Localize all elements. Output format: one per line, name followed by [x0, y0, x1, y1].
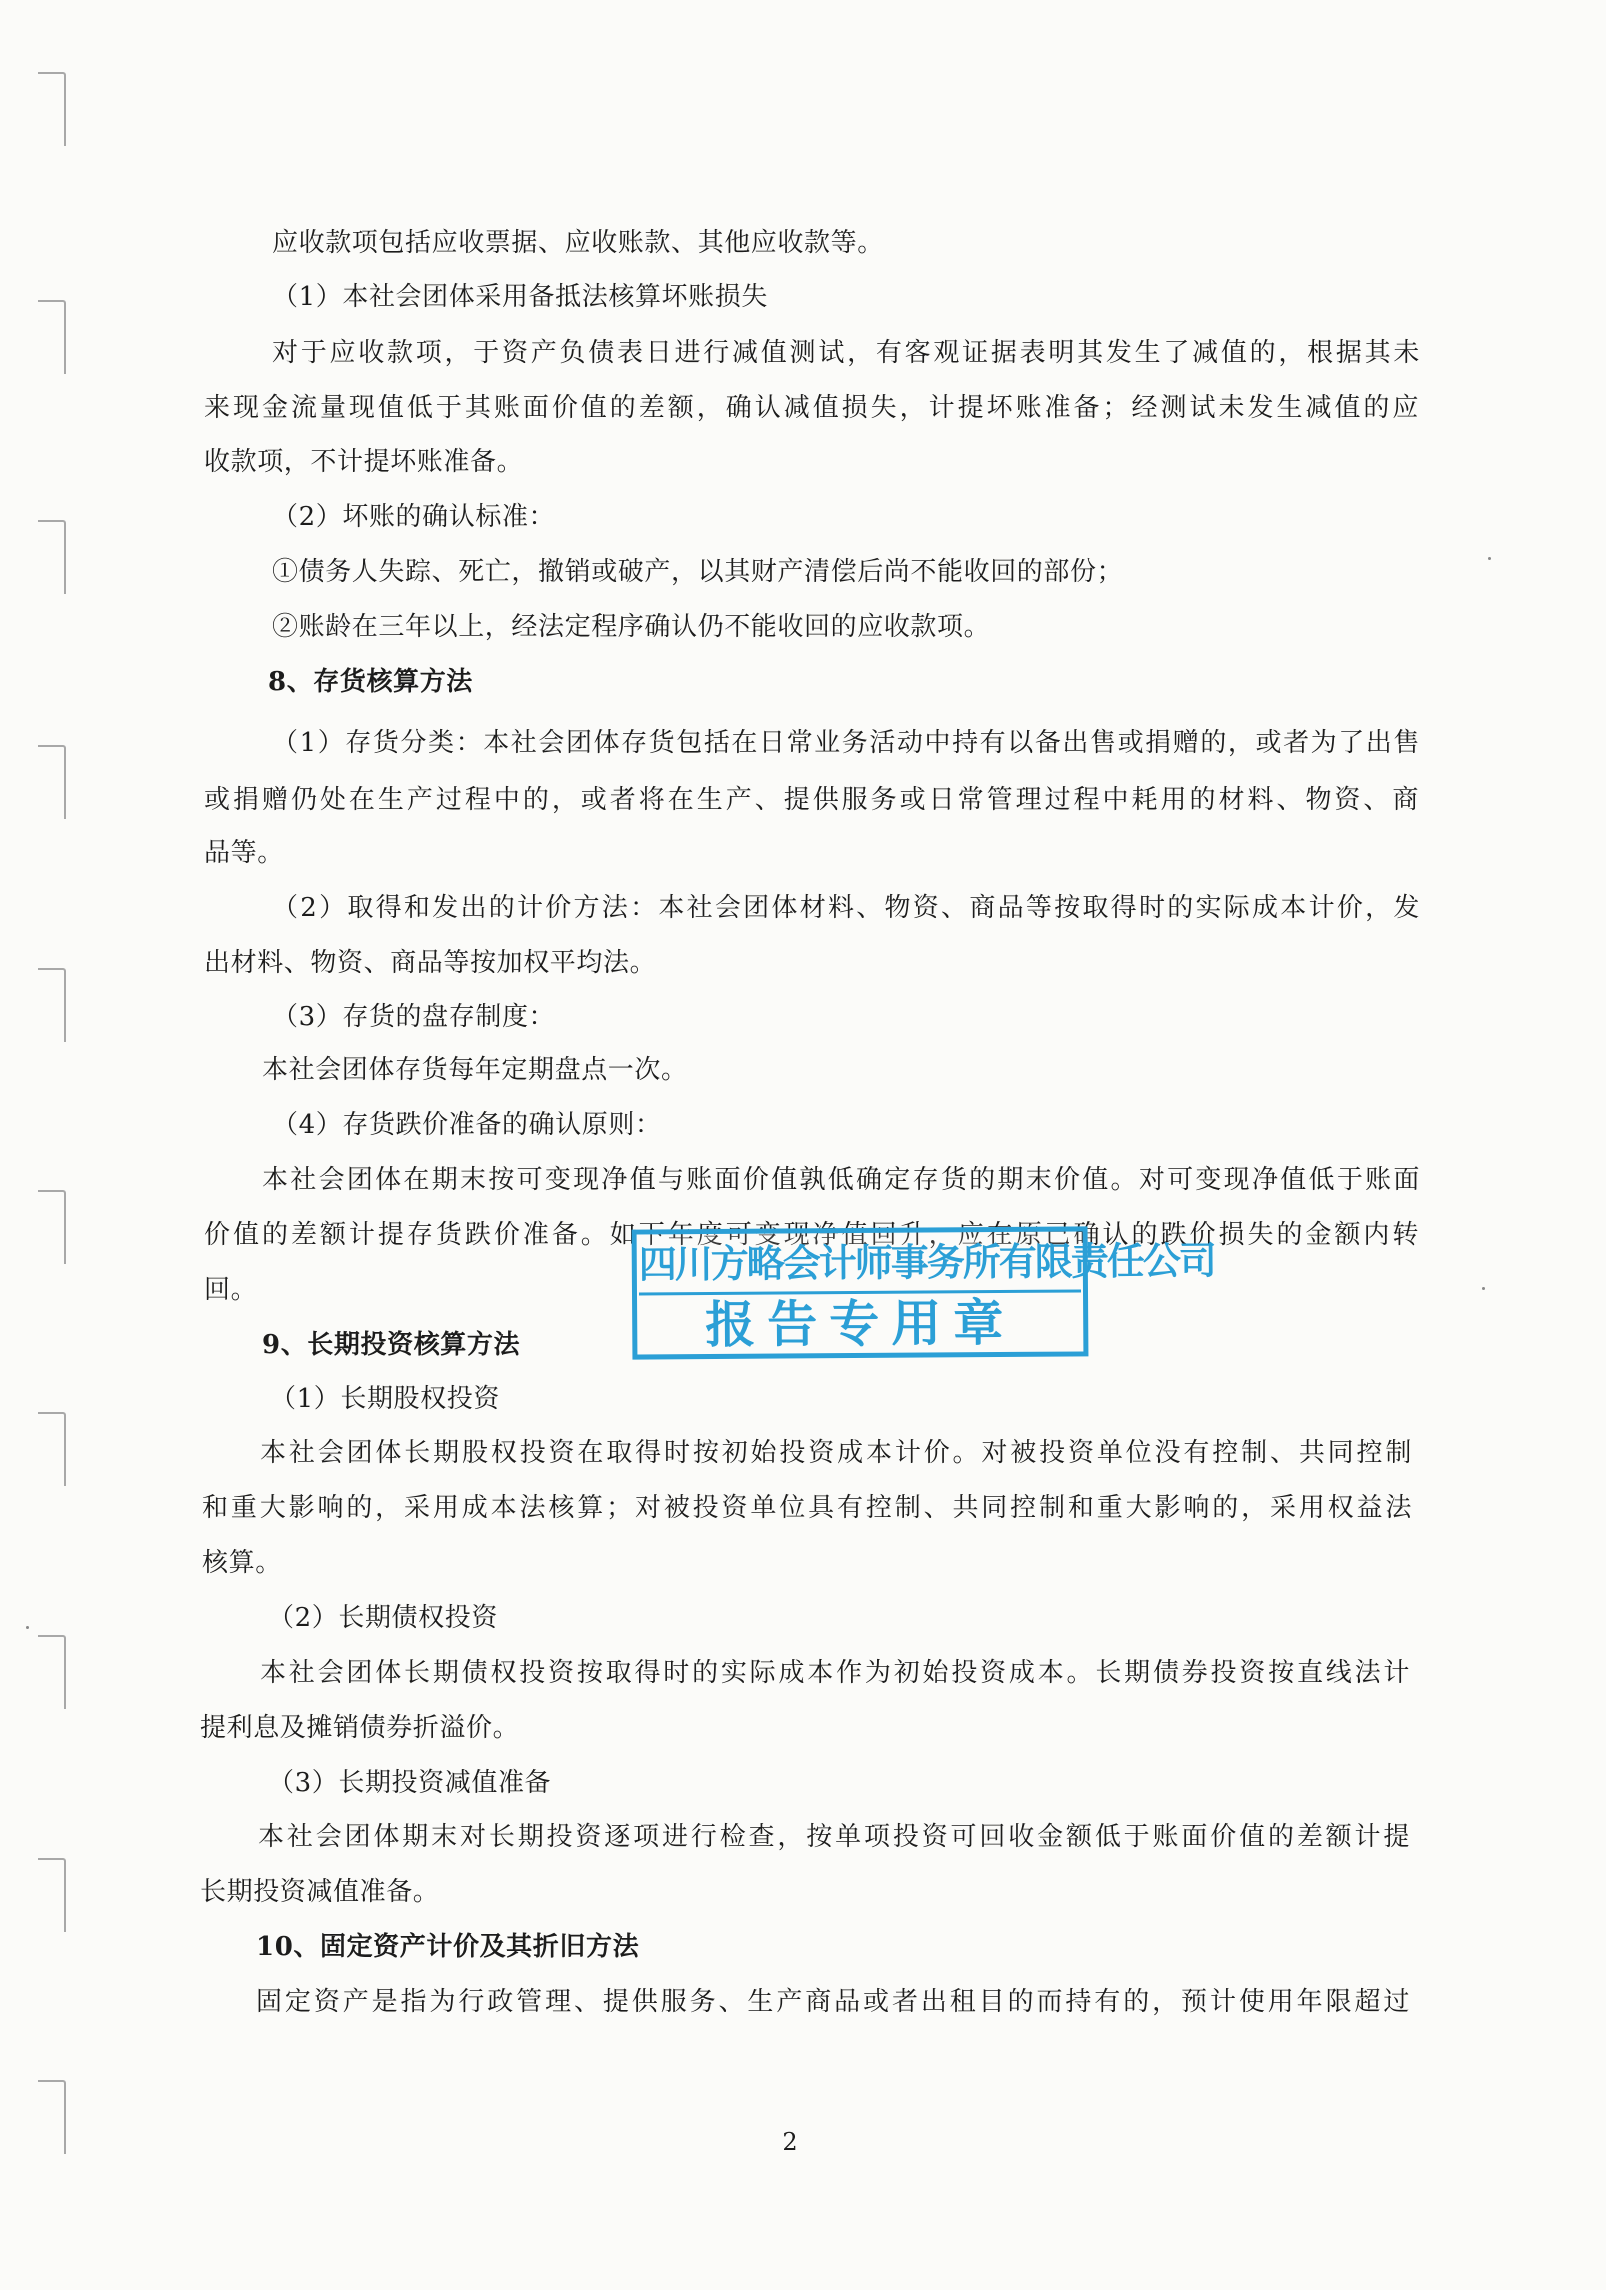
section-heading: 10、固定资产计价及其折旧方法: [256, 1932, 640, 1962]
text-line: 和重大影响的，采用成本法核算；对被投资单位具有控制、共同控制和重大影响的，采用权益法: [202, 1493, 1412, 1523]
section-heading: 9、长期投资核算方法: [262, 1330, 521, 1360]
text-line: 回。: [204, 1275, 258, 1305]
text-line: （2）取得和发出的计价方法：本社会团体材料、物资、商品等按取得时的实际成本计价，发: [272, 893, 1420, 923]
text-line: （4）存货跌价准备的确认原则：: [272, 1110, 662, 1140]
company-stamp: [632, 1226, 1215, 1359]
text-line: 提利息及摊销债券折溢价。: [200, 1713, 520, 1743]
binder-mark: [38, 2080, 66, 2154]
binder-mark: [38, 1412, 66, 1486]
text-line: 对于应收款项，于资产负债表日进行减值测试，有客观证据表明其发生了减值的，根据其未: [272, 338, 1420, 368]
text-line: （1）本社会团体采用备抵法核算坏账损失: [272, 282, 768, 312]
text-line: （1）存货分类：本社会团体存货包括在日常业务活动中持有以备出售或捐赠的，或者为了出售: [272, 728, 1420, 758]
binder-mark: [38, 1858, 66, 1932]
text-line: 本社会团体长期股权投资在取得时按初始投资成本计价。对被投资单位没有控制、共同控制: [260, 1438, 1412, 1468]
text-line: 固定资产是指为行政管理、提供服务、生产商品或者出租目的而持有的，预计使用年限超过: [256, 1987, 1410, 2017]
text-line: 价值的差额计提存货跌价准备。如下年度可变现净值回升，应在原已确认的跌价损失的金额内转: [204, 1220, 1419, 1250]
text-line: 本社会团体期末对长期投资逐项进行检查，按单项投资可回收金额低于账面价值的差额计提: [258, 1822, 1410, 1852]
binder-mark: [38, 1190, 66, 1264]
binder-mark: [38, 72, 66, 146]
text-line: 出材料、物资、商品等按加权平均法。: [204, 948, 657, 978]
scan-speck: [26, 1626, 29, 1629]
text-line: 来现金流量现值低于其账面价值的差额，确认减值损失，计提坏账准备；经测试未发生减值的应: [204, 393, 1419, 423]
text-line: 本社会团体在期末按可变现净值与账面价值孰低确定存货的期末价值。对可变现净值低于账面: [262, 1165, 1420, 1195]
binder-mark: [38, 300, 66, 374]
text-line: （2）长期债权投资: [268, 1603, 498, 1633]
binder-mark: [38, 968, 66, 1042]
binder-mark: [38, 520, 66, 594]
text-line: （1）长期股权投资: [270, 1384, 500, 1414]
binder-mark: [38, 1635, 66, 1709]
stamp-company-name: 四川方略会计师事务所有限责任公司: [639, 1233, 1081, 1295]
text-line: 核算。: [202, 1548, 282, 1578]
text-line: 本社会团体长期债权投资按取得时的实际成本作为初始投资成本。长期债券投资按直线法计: [260, 1658, 1410, 1688]
page-number: 2: [782, 2128, 798, 2156]
stamp-title: 报告专用章: [705, 1293, 1016, 1355]
text-line: （2）坏账的确认标准：: [272, 502, 556, 532]
scan-speck: [1488, 557, 1491, 560]
text-line: （3）长期投资减值准备: [268, 1768, 552, 1798]
text-line: 长期投资减值准备。: [200, 1877, 440, 1907]
text-line: 品等。: [204, 838, 284, 868]
scan-speck: [1482, 1287, 1485, 1290]
text-line: 应收款项包括应收票据、应收账款、其他应收款等。: [272, 228, 884, 258]
binder-mark: [38, 745, 66, 819]
text-line: 或捐赠仍处在生产过程中的，或者将在生产、提供服务或日常管理过程中耗用的材料、物资、商: [204, 785, 1419, 815]
text-line: ①债务人失踪、死亡，撤销或破产，以其财产清偿后尚不能收回的部份；: [272, 557, 1124, 587]
text-line: 本社会团体存货每年定期盘点一次。: [262, 1055, 688, 1085]
text-line: 收款项，不计提坏账准备。: [204, 447, 524, 477]
text-line: ②账龄在三年以上，经法定程序确认仍不能收回的应收款项。: [272, 612, 991, 642]
section-heading: 8、存货核算方法: [268, 667, 473, 697]
text-line: （3）存货的盘存制度：: [272, 1002, 556, 1032]
